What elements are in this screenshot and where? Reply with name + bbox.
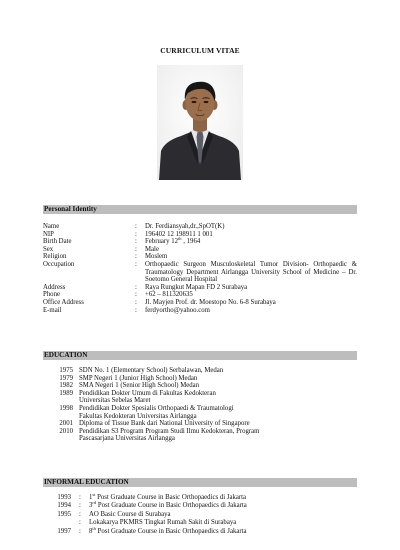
education-row	[43, 382, 357, 390]
education-text: Pendidikan S3 Program Program Studi Ilmu Kedokteran, Program	[79, 427, 260, 435]
document-title: CURRICULUM VITAE	[160, 46, 240, 55]
identity-value: Jl. Mayjen Prof. dr. Moestopo No. 6-8 Surabaya	[145, 298, 276, 306]
colon-separator: :	[135, 223, 137, 230]
colon-separator: :	[135, 306, 137, 314]
informal-education-year	[43, 519, 79, 527]
identity-label: Religion	[43, 253, 67, 261]
informal-education-section	[43, 494, 357, 536]
identity-value: Male	[145, 245, 159, 253]
education-text: Universitas Sebelas Maret	[79, 397, 151, 405]
identity-row	[43, 253, 357, 261]
colon-separator: :	[135, 298, 137, 306]
informal-education-year: 1995	[57, 510, 71, 518]
colon-separator: :	[135, 230, 137, 238]
education-year	[43, 435, 79, 443]
education-text: Diploma of Tissue Bank dari National University of Singapore	[79, 420, 250, 428]
identity-label: Office Address	[43, 298, 84, 306]
informal-education-text: 1st Post Graduate Course in Basic Orthopaedics di Jakarta	[89, 492, 247, 501]
informal-education-row	[43, 525, 357, 536]
identity-row	[43, 223, 357, 231]
identity-row	[43, 238, 357, 246]
profile-photo	[157, 65, 243, 180]
colon-separator: :	[135, 253, 137, 261]
informal-education-text: 3rd Post Graduate Course in Basic Orthopaedics di Jakarta	[89, 500, 247, 510]
colon-separator: :	[79, 494, 81, 501]
identity-value: Raya Rungkut Mapan FD 2 Surabaya	[145, 283, 248, 291]
identity-row	[43, 246, 357, 254]
identity-value: February 12th , 1964	[145, 236, 201, 246]
identity-label: E-mail	[43, 306, 62, 314]
colon-separator: :	[79, 519, 81, 527]
identity-row	[43, 299, 357, 307]
colon-separator: :	[135, 291, 137, 299]
personal-identity-section	[43, 223, 357, 314]
colon-separator: :	[135, 238, 137, 246]
personal-identity-header: Personal Identity	[43, 205, 357, 214]
education-year	[43, 413, 79, 421]
identity-row	[43, 307, 357, 315]
identity-value: 196402 12 198911 1 001	[145, 230, 213, 238]
informal-education-year: 1994	[57, 502, 71, 510]
education-row	[43, 375, 357, 383]
identity-row	[43, 291, 357, 299]
education-section	[43, 367, 357, 443]
identity-row	[43, 261, 357, 284]
education-year: 1982	[59, 382, 73, 390]
identity-value: Dr. Ferdiansyah,dr.,SpOT(K)	[145, 223, 225, 230]
education-text: Fakultas Kedokteran Universitas Airlangga	[79, 412, 197, 420]
identity-row	[43, 284, 357, 292]
colon-separator: :	[79, 510, 81, 518]
identity-label: Occupation	[43, 260, 75, 268]
informal-education-year: 1997	[57, 527, 71, 535]
identity-value: Orthopaedic Surgeon Musculoskeletal Tumor Division- Orthopaedic & Traumatology Department Airlangga University School of Medicine – Dr. Soetomo General Hospital	[145, 260, 357, 284]
identity-row	[43, 231, 357, 239]
education-row	[43, 397, 357, 405]
identity-value: +62 – 811320635	[145, 291, 193, 299]
education-text: SMP Negeri 1 (Junior High School) Medan	[79, 374, 198, 382]
colon-separator: :	[79, 527, 81, 535]
identity-label: NIP	[43, 230, 54, 238]
education-year: 1998	[59, 404, 73, 412]
informal-education-row	[43, 502, 357, 510]
education-text: SDN No. 1 (Elementary School) Serbalawan, Medan	[79, 367, 224, 374]
informal-education-text: Lokakarya PKMRS Tingkat Rumah Sakit di Surabaya	[89, 519, 237, 527]
informal-education-year: 1993	[57, 494, 71, 501]
education-row	[43, 405, 357, 413]
education-row	[43, 428, 357, 436]
education-year: 1975	[59, 367, 73, 374]
identity-value: Moslem	[145, 253, 168, 261]
education-text: Pascasarjana Universitas Airlangga	[79, 435, 175, 443]
education-text: Pendidikan Dokter Umum di Fakultas Kedokteran	[79, 389, 216, 397]
education-text: Pendidikan Dokter Spesialis Orthopaedi & Traumatologi	[79, 404, 234, 412]
education-year: 1989	[59, 389, 73, 397]
colon-separator: :	[135, 245, 137, 253]
informal-education-row	[43, 511, 357, 519]
colon-separator: :	[79, 502, 81, 510]
education-row	[43, 420, 357, 428]
informal-education-text: AO Basic Course di Surabaya	[89, 510, 171, 518]
identity-label: Birth Date	[43, 238, 72, 246]
education-row	[43, 413, 357, 421]
education-text: SMA Negeri 1 (Senior High School) Medan	[79, 382, 200, 390]
education-year: 2010	[59, 427, 73, 435]
education-year	[43, 397, 79, 405]
identity-label: Name	[43, 223, 60, 230]
identity-label: Address	[43, 283, 66, 291]
informal-education-row	[43, 519, 357, 527]
education-row	[43, 390, 357, 398]
identity-label: Phone	[43, 291, 60, 299]
education-row	[43, 367, 357, 375]
education-header: EDUCATION	[43, 351, 357, 360]
identity-label: Sex	[43, 245, 54, 253]
identity-value: ferdyortho@yahoo.com	[145, 306, 210, 314]
colon-separator: :	[135, 260, 137, 268]
colon-separator: :	[135, 283, 137, 291]
informal-education-header: INFORMAL EDUCATION	[43, 478, 357, 487]
education-year: 1979	[59, 374, 73, 382]
education-row	[43, 435, 357, 443]
informal-education-text: 8th Post Graduate Course in Basic Orthopaedics di Jakarta	[89, 525, 247, 535]
education-year: 2001	[59, 420, 73, 428]
